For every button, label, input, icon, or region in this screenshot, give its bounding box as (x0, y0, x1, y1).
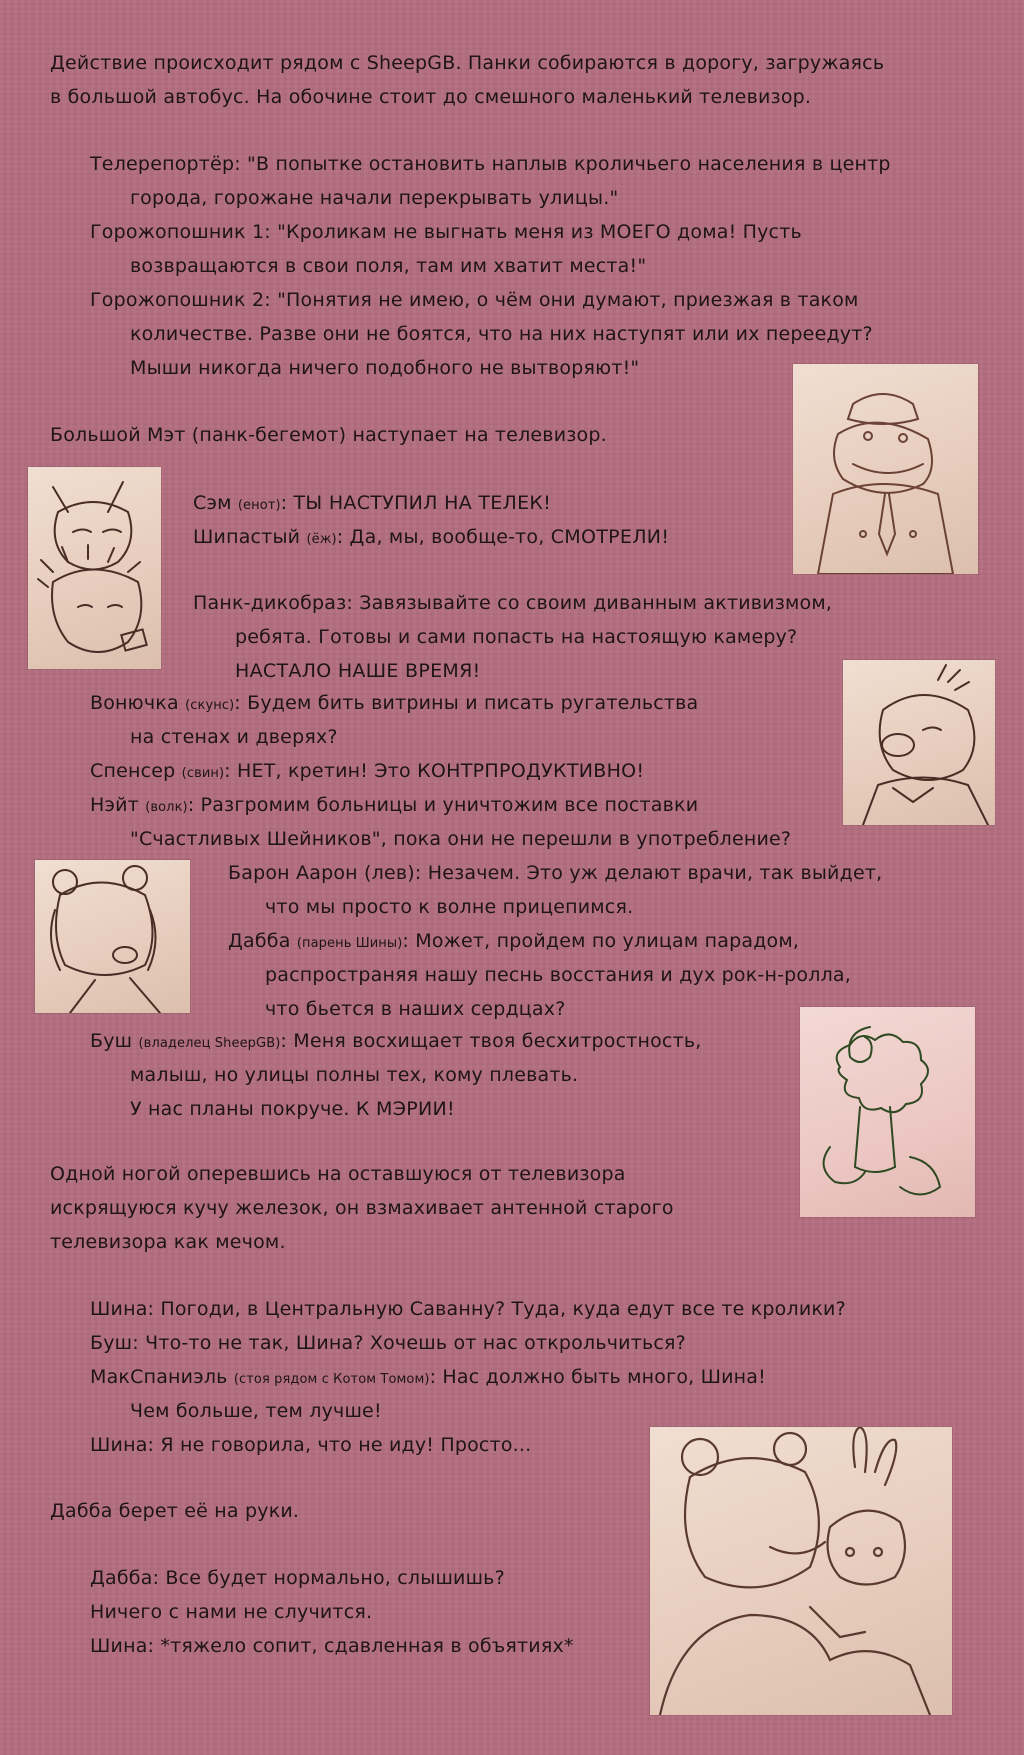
bear-bunny-illustration (650, 1427, 952, 1715)
dabba2-line-2: Ничего с нами не случится. (90, 1601, 373, 1623)
nate-line-2: "Счастливых Шейников", пока они не перешли в употребление? (130, 828, 792, 850)
nate-tag: (волк) (145, 800, 188, 815)
spencer-name: Спенсер (90, 760, 176, 782)
bush-name: Буш (90, 1030, 133, 1052)
sam-tag: (енот) (237, 498, 281, 513)
spencer-tag: (свин) (181, 766, 225, 781)
action2-line-2: искрящуюся кучу железок, он взмахивает антенной старого (50, 1197, 674, 1219)
spencer-shout: КОНТРПРОДУКТИВНО! (417, 760, 645, 782)
dabba1-line-2: распространяя нашу песнь восстания и дух рок-н-ролла, (265, 964, 852, 986)
sketch-raccoon-hedgehog (28, 467, 161, 669)
bush-line-2: малыш, но улицы полны тех, кому плевать. (130, 1064, 579, 1086)
lion-illustration (35, 860, 190, 1013)
porcupine-line-3: НАСТАЛО НАШЕ ВРЕМЯ! (235, 660, 481, 682)
action-dabba-lifts: Дабба берет её на руки. (50, 1500, 300, 1522)
sketch-hippo-matt (793, 364, 978, 574)
spiky-name: Шипастый (193, 526, 301, 548)
citizen2-line-1: Горожопошник 2: "Понятия не имею, о чём они думают, приезжая в таком (90, 289, 859, 311)
intro-line-2: в большой автобус. На обочине стоит до смешного маленький телевизор. (50, 86, 812, 108)
intro-line-1: Действие происходит рядом с SheepGB. Панки собираются в дорогу, загружаясь (50, 52, 885, 74)
stinky-name: Вонючка (90, 692, 179, 714)
raccoon-hedgehog-illustration (28, 467, 161, 669)
baron-line-1: Барон Аарон (лев): Незачем. Это уж делают врачи, так выйдет, (228, 862, 883, 884)
sam-text: ТЫ НАСТУПИЛ НА ТЕЛЕК! (293, 492, 552, 514)
dabba1-text: : Может, пройдем по улицам парадом, (402, 930, 800, 952)
maxspaniel-tag: (стоя рядом с Котом Томом) (233, 1372, 430, 1387)
maxspaniel-name: МакСпаниэль (90, 1366, 228, 1388)
sketch-baron-lion (35, 860, 190, 1013)
porcupine-line-1: Панк-дикобраз: Завязывайте со своим диванным активизмом, (193, 592, 833, 614)
reporter-line-2: города, горожане начали перекрывать улицы." (130, 187, 619, 209)
action2-line-3: телевизора как мечом. (50, 1231, 286, 1253)
action2-line-1: Одной ногой оперевшись на оставшуюся от телевизора (50, 1163, 626, 1185)
action-matt-steps: Большой Мэт (панк-бегемот) наступает на телевизор. (50, 424, 607, 446)
stinky-tag: (скунс) (185, 698, 235, 713)
citizen1-line-1: Горожопошник 1: "Кроликам не выгнать меня из МОЕГО дома! Пусть (90, 221, 802, 243)
stinky-line-2: на стенах и дверях? (130, 726, 338, 748)
dabba1-line-3: что бьется в наших сердцах? (265, 998, 566, 1020)
hippo-illustration (793, 364, 978, 574)
nate-text: : Разгромим больницы и уничтожим все поставки (187, 794, 699, 816)
reporter-line-1: Телерепортёр: "В попытке остановить наплыв кроличьего населения в центр (90, 153, 891, 175)
sketch-spencer-pig (843, 660, 995, 825)
spiky-text: : Да, мы, вообще-то, (336, 526, 545, 548)
spiky-shout: СМОТРЕЛИ! (550, 526, 670, 548)
nate-name: Нэйт (90, 794, 139, 816)
porcupine-line-2: ребята. Готовы и сами попасть на настоящую камеру? (235, 626, 798, 648)
stinky-text: : Будем бить витрины и писать ругательства (234, 692, 699, 714)
citizen2-line-3: Мыши никогда ничего подобного не вытворяют!" (130, 357, 640, 379)
maxspaniel-line-2: Чем больше, тем лучше! (130, 1400, 382, 1422)
sam-name: Сэм (193, 492, 232, 514)
dabba1-line-1 (228, 924, 799, 961)
bush-text: : Меня восхищает твоя бесхитростность, (280, 1030, 702, 1052)
bush-line-1 (90, 1024, 702, 1061)
sheep-illustration (800, 1007, 975, 1217)
baron-line-2: что мы просто к волне прицепимся. (265, 896, 634, 918)
shina3-line: Шина: *тяжело сопит, сдавленная в объятиях* (90, 1635, 574, 1657)
stinky-line-1 (90, 686, 698, 723)
bush-shout: К МЭРИИ! (355, 1098, 455, 1120)
sam-sep: : (280, 492, 288, 514)
sketch-bush-sheep (800, 1007, 975, 1217)
dabba1-tag: (парень Шины) (296, 936, 403, 951)
shina2-line: Шина: Я не говорила, что не иду! Просто... (90, 1434, 532, 1456)
spencer-text: : НЕТ, кретин! Это (224, 760, 411, 782)
dabba2-line-1: Дабба: Все будет нормально, слышишь? (90, 1567, 505, 1589)
maxspaniel-text: : Нас должно быть много, Шина! (429, 1366, 766, 1388)
citizen1-line-2: возвращаются в свои поля, там им хватит места!" (130, 255, 647, 277)
spiky-line (193, 520, 669, 557)
nate-line-1 (90, 788, 698, 825)
pig-illustration (843, 660, 995, 825)
bush2-line: Буш: Что-то не так, Шина? Хочешь от нас открольчиться? (90, 1332, 686, 1354)
dabba1-name: Дабба (228, 930, 291, 952)
bush-line-3 (130, 1092, 455, 1126)
sketch-dabba-shina (650, 1427, 952, 1715)
sam-line (193, 486, 551, 523)
maxspaniel-line-1 (90, 1360, 766, 1397)
bush-text-3a: У нас планы покруче. (130, 1098, 350, 1120)
shina1-line: Шина: Погоди, в Центральную Саванну? Туда, куда едут все те кролики? (90, 1298, 846, 1320)
spencer-line (90, 754, 644, 791)
bush-tag: (владелец SheepGB) (138, 1036, 281, 1051)
spiky-tag: (ёж) (306, 532, 337, 547)
citizen2-line-2: количестве. Разве они не боятся, что на них наступят или их переедут? (130, 323, 873, 345)
